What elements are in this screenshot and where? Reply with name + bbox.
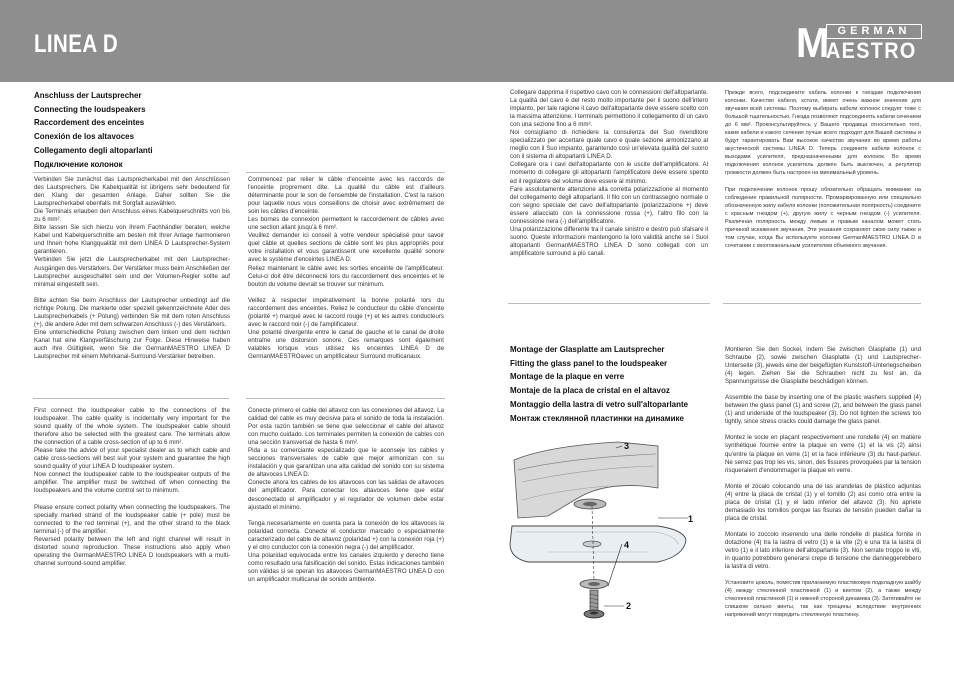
- paragraph: Reversed polarity between the left and right channel will result in distorted sound reproduction. These instructions also apply when operating the GermanMAESTRO LINEA D loudspeakers with a multi-channel surround-sound amplifier.: [34, 535, 230, 567]
- paragraph: Conecte ahora los cables de los altavoces con las salidas de altavoces del amplificador. Para conectar los altavoces tiene que estar desconectado el amplificador y el regulador de volumen debe estar ajustado el mínimo.: [248, 479, 444, 511]
- logo-german: GERMAN: [826, 24, 922, 39]
- paragraph: Pida a su comerciante especializado que le aconseje los cables y secciones transversales de cable que mejor armonizan con su instalación y que garantizan una alta calidad del sonido con su sistema de altavoces LINEA D.: [248, 447, 444, 479]
- assembly-diagram: [508, 440, 696, 636]
- heading-de: Anschluss der Lautsprecher: [34, 90, 142, 100]
- heading-ru: Монтаж стеклянной пластинки на динамике: [510, 412, 684, 423]
- heading-it: Montaggio della lastra di vetro sull'altoparlante: [510, 398, 689, 409]
- page-title: LINEA D: [34, 30, 119, 58]
- paragraph: Установите цоколь, поместив прилагаемую пластиковую подкладную шайбу (4) между стеклянной пластинкой (1) и винтом (2), а также между стеклянной пластинкой (1) и нижней стороной динамика (3). Затягивайте не слишком сильно винты, так как трещины вследствие внутренних напряжений могут повредить стеклянную пластинку.: [725, 580, 921, 619]
- callout-1: 1: [688, 514, 694, 524]
- paragraph: Les bornes de connexion permettent le raccordement de câbles avec une section allant jusqu'à 6 mm².: [248, 216, 444, 232]
- paragraph: Reliez maintenant le câble avec les sorties enceinte de l'amplificateur. Celui-ci doit être déconnecté lors du raccordement des enceintes et le bouton du volume devrait se trouver sur minimum.: [248, 264, 444, 288]
- paragraph: Eine unterschiedliche Polung zwischen dem linken und dem rechten Kanal hat eine Klangverfälschung zur Folge. Diese Hinweise haben auch ihre Gültigkeit, wenn Sie die GermanMAESTRO LINEA D Lautsprecher mit einem Mehrkanal-Surround-Verstärker betreiben.: [34, 328, 230, 360]
- paragraph: Une polarité divergente entre le canal de gauche et le canal de droite entraîne une distorsion sonore. Ces remarques sont également valables lorsque vous utilisez les enceintes LINEA D de GermanMAESTROavec un amplificateur Surround multicanaux.: [248, 328, 444, 360]
- text-fr: [248, 176, 444, 361]
- paragraph: Bitte achten Sie beim Anschluss der Lautsprecher unbedingt auf die richtige Polung. Die markierte oder speziell gekennzeichnete Ader des Lautsprecherkabels (+ Polung) verbinden Sie mit dem roten Anschluss (+), die andere Ader mit dem schwarzen Anschluss (-) des Verstärkers.: [34, 296, 230, 328]
- paragraph: Assemble the base by inserting one of the plastic washers supplied (4) between the glass panel (1) and screw (2), and between the glass panel (1) and underside of the loudspeaker (3). Do not tighten the screws too tightly, since stress cracks could damage the glass panel.: [725, 394, 921, 426]
- heading-it: Collegamento degli altoparlanti: [34, 144, 153, 155]
- divider: [33, 172, 229, 173]
- connection-headings: [34, 89, 158, 171]
- paragraph: Прежде всего, подсоедините кабель колонки к гнездам подключения колонки. Качество кабеля, кстати, имеет очень важное значение для звучания всей системы. Поэтому выбирать кабели колонок следует тоже с большой тщательностью. Гнезда позволяют подсоединять кабели сечением до 6 мм². Проконсультируйтесь у Вашего продавца относительно того, какие кабели и какого сечения лучше всего подходят для Вашей системы и будут гарантировать Вам высокое качество звучания во время работы акустической системы LINEA D. Теперь соедините кабели колонок с выходами усилителя, предназначенными для колонок. Во время подключения колонок усилитель должен быть выключен, а регулятор громкости должен быть настроен на минимальный уровень.: [725, 90, 921, 177]
- mounting-headings: [510, 343, 695, 425]
- paragraph: Die Terminals erlauben den Anschluss eines Kabelquerschnitts von bis zu 6 mm².: [34, 208, 230, 224]
- paragraph: Noi consigliamo di richiedere la consulenza del Suo rivenditore specializzato per accertare quale cavo e quale sezione armonizzano al meglio con il Suo impianto, garantendo così un'elevata qualità del suono con il sistema di altoparlanti LINEA D.: [510, 129, 708, 161]
- divider: [33, 398, 229, 399]
- text-es: [248, 407, 444, 584]
- heading-es: Montaje de la placa de cristal en el altavoz: [510, 385, 670, 396]
- text-en: [34, 407, 230, 568]
- paragraph: Collegare dapprima il rispettivo cavo con le connessioni dell'altoparlante. La qualità del cavo è del resto molto importante per il suono dell'intero impianto, per tale ragione il cavo dell'altoparlante deve essere scelto con la massima attenzione. I terminals permettono il collegamento di un cavo con una sezione fino a 6 mm².: [510, 89, 708, 129]
- paragraph: Commencez par relier le câble d'enceinte avec les raccords de l'enceinte proprement dite. La qualité du câble est d'ailleurs déterminante pour le son de l'ensemble de l'installation. C'est la raison pour laquelle nous vous conseillons de choisir avec extrêmement de soin les câbles d'enceinte.: [248, 176, 444, 216]
- text-ru: [725, 89, 921, 250]
- heading-en: Fitting the glass panel to the loudspeaker: [510, 357, 668, 368]
- heading-ru: Подключение колонок: [34, 158, 123, 169]
- divider: [508, 303, 710, 304]
- text-it: [510, 89, 708, 258]
- text-de: [34, 176, 230, 361]
- header-bar: [0, 0, 954, 82]
- paragraph: Please take the advice of your specialist dealer as to which cable and cable cross-sections will best suit your system and guarantee the high sound quality of your LINEA D loudspeaker system.: [34, 447, 230, 471]
- callout-3: 3: [624, 441, 630, 451]
- logo-aestro: AESTRO: [826, 38, 917, 63]
- brand-logo: [796, 19, 924, 66]
- text-mounting: [725, 346, 921, 619]
- heading-es: Conexión de los altavoces: [34, 131, 135, 142]
- paragraph: Veillez à respecter impérativement la bonne polarité lors du raccordement des enceintes. Reliez le conducteur du câble d'enceinte (polarité +) marqué avec le raccord rouge (+) et les autres conducteurs avec le raccord noir (-) de l'amplificateur.: [248, 296, 444, 328]
- divider: [723, 303, 921, 304]
- paragraph: First connect the loudspeaker cable to the connections of the loudspeaker. The cable quality is incidentally very important for the sound quality of the whole system. The loudspeaker cable should therefore also be selected with the greatest care. The terminals allow the connection of a cable cross-section of up to 6 mm².: [34, 407, 230, 447]
- callout-2: 2: [626, 601, 632, 611]
- heading-de: Montage der Glasplatte am Lautsprecher: [510, 344, 665, 354]
- paragraph: Collegare ora i cavi dell'altoparlante con le uscite dell'amplificatore. Al momento di collegare gli altoparlanti l'amplificatore deve essere spento ed il regolatore del volume deve essere al minimo.: [510, 161, 708, 185]
- paragraph: Verbinden Sie jetzt die Lautsprecherkabel mit den Lautsprecher-Ausgängen des Verstärkers. Der Verstärker muss beim Anschließen der Lautsprecher ausgeschaltet sein und der Volumen-Regler sollte auf minimal eingestellt sein.: [34, 256, 230, 288]
- paragraph: При подключении колонок прошу обязательно обращать внимание на соблюдение правильной полярности. Промаркированную или специально обозначенную жилу кабеля колонки (положительная полярность) соедините с красным гнездом (+), другую жилу с черным гнездом (-) усилителя. Различная полярность между левым и правым каналом может стать причиной искажения звучания. Эти указания сохраняют свою силу также и том случае, когда Вы используете колонки GermanMAESTRO LINEA D в сочетании с многоканальным усилителем объемного звучания.: [725, 186, 921, 249]
- paragraph: Montieren Sie den Sockel, indem Sie zwischen Glasplatte (1) und Schraube (2), sowie zwischen Glasplatte (1) und Lautsprecher-Unterseite (3), jeweils eine der beigefügten Kunststoff-Unterlegscheiben (4) legen. Ziehen Sie die Schrauben nicht zu fest an, da Spannungsrisse die Glasplatte beschädigen können.: [725, 346, 921, 386]
- heading-fr: Montage de la plaque en verre: [510, 371, 625, 382]
- screw: [590, 590, 598, 612]
- paragraph: Verbinden Sie zunächst das Lautsprecherkabel mit den Anschlüssen des Lautsprechers. Die Kabelqualität ist übrigens sehr bedeutend für den Klang der gesamten Anlage. Daher sollten Sie die Lautsprecherkabel ebenfalls mit Sorgfalt auswählen.: [34, 176, 230, 208]
- paragraph: Monte el zócalo colocando una de las arandelas de plástico adjuntas (4) entre la placa de cristal (1) y el tornillo (2) así como otra entre la placa de cristal (1) y el lado inferior del altavoz (3). No apriete demasiado los tornillos porque las fisuras de tensión pueden dañar la placa de cristal.: [725, 482, 921, 522]
- paragraph: Now connect the loudspeaker cable to the loudspeaker outputs of the amplifier. The amplifier must be switched off when connecting the loudspeakers and the volume control set to minimum.: [34, 471, 230, 495]
- paragraph: Bitte lassen Sie sich hierzu von Ihrem Fachhändler beraten, welche Kabel und Kabelquerschnitte am besten mit Ihrer Anlage harmonieren und Ihnen hohe Klangqualität mit dem LINEA D Lautsprecher-System garantieren.: [34, 224, 230, 256]
- paragraph: Montez le socle en plaçant respectivement une rondelle (4) en matière synthétique fournie entre la plaque en verre (1) et la vis (2) ainsi qu'entre la plaque en verre (1) et la face inférieure (3) du haut-parleur. Ne serrez pas trop les vis, sinon, des fissures provoquées par la tension risqueraient d'endommager la plaque en verre.: [725, 434, 921, 474]
- paragraph: Tenga necesariamente en cuenta para la conexión de los altavoces la polaridad correcta. Conecte el conductor marcado o especialmente caracterizado del cable de altavoz (polaridad +) con la conexión roja (+) y el otro conductor con la conexión negra (-) del amplificador.: [248, 519, 444, 551]
- heading-en: Connecting the loudspeakers: [34, 103, 146, 114]
- paragraph: Conecte primero el cable del altavoz con las conexiones del altavoz. La calidad del cable es muy decisiva para el sonido de toda la instalación. Por esta razón también se tiene que seleccionar el cable del altavoz con mucho cuidado. Los terminales permiten la conexión de cables con una sección transversal de hasta 6 mm².: [248, 407, 444, 447]
- divider: [246, 398, 445, 399]
- paragraph: Montate lo zoccolo inserendo una delle rondelle di plastica fornite in dotazione (4) tra la lastra di vetro (1) e la vite (2) e una tra la lastra di vetro (1) e il lato inferiore dell'altoparlante (3). Non serrate troppo le viti, in quanto potrebbero generarsi crepe di tensione che danneggerebbero la lastra di vetro.: [725, 530, 921, 571]
- paragraph: Fare assolutamente attenzione alla corretta polarizzazione al momento del collegamento degli altoparlanti. Il filo con un contrassegno normale o con segno speciale del cavo dell'altoparlante (polarizzazione +) deve essere allacciato con la connessione rossa (+), l'altro filo con la connessione nera (-) dell'amplificatore.: [510, 185, 708, 225]
- paragraph: Please ensure correct polarity when connecting the loudspeakers. The specially marked strand of the loudspeaker cable (+ pole) must be connected to the red terminal (+), and the other strand to the black terminal (-) of the amplifier.: [34, 503, 230, 535]
- divider: [246, 172, 445, 173]
- paragraph: Veuillez demander ici conseil à votre vendeur spécialisé pour savoir quel câble et quelles sections de câble sont les plus appropriés pour votre installation et vous garantissent une excellente qualité sonore avec le système d'enceintes LINEA D.: [248, 232, 444, 264]
- logo-letter: M: [796, 19, 830, 66]
- paragraph: Una polaridad equivocada entre los canales izquierdo y derecho tiene como resultado una falsificación del sonido. Estas indicaciones también son válidas si se operan los altavoces GermanMAESTRO LINEA D con un amplificador multicanal de sonido ambiente.: [248, 551, 444, 583]
- callout-4: 4: [624, 540, 630, 550]
- paragraph: Una polarizzazione differente tra il canale sinistro e destro può sfalsare il suono. Queste informazioni mantengono la loro validità anche se i Suoi altoparlanti GermanMAESTRO LINEA D sono collegati con un amplificatore surround a più canali.: [510, 225, 708, 257]
- heading-fr: Raccordement des enceintes: [34, 117, 145, 128]
